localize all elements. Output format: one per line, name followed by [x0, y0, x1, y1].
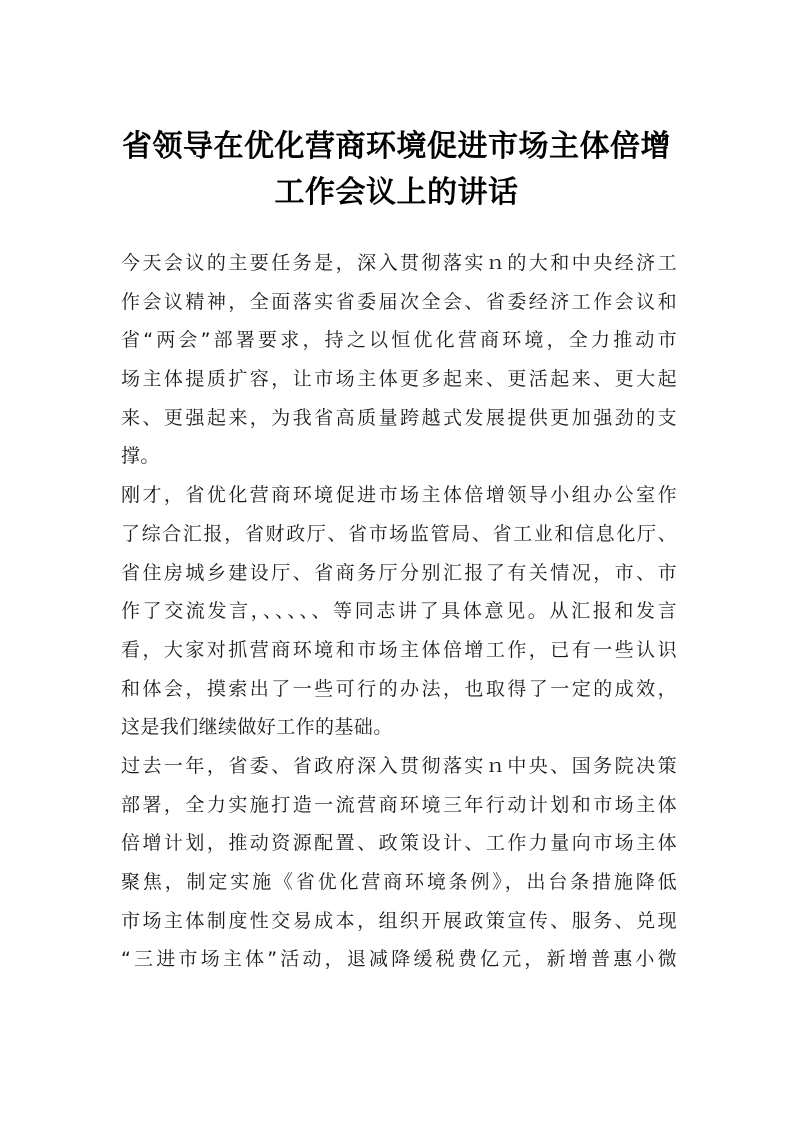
- body-line: “三进市场主体”活动，退减降缓税费亿元，新增普惠小微: [121, 948, 677, 971]
- body-line: 省“两会”部署要求，持之以恒优化营商环境，全力推动市: [121, 329, 677, 352]
- body-line: 场主体提质扩容，让市场主体更多起来、更活起来、更大起: [121, 368, 677, 391]
- body-line: 来、更强起来，为我省高质量跨越式发展提供更加强劲的支: [121, 406, 677, 429]
- body-line: 部署，全力实施打造一流营商环境三年行动计划和市场主体: [121, 793, 677, 816]
- body-line: 倍增计划，推动资源配置、政策设计、工作力量向市场主体: [121, 832, 677, 855]
- document-title-line-1: 省领导在优化营商环境促进市场主体倍增: [122, 129, 671, 164]
- body-line: 和体会，摸索出了一些可行的办法，也取得了一定的成效，: [121, 677, 677, 700]
- body-line: 聚焦，制定实施《省优化营商环境条例》，出台条措施降低: [121, 871, 677, 893]
- body-line: 撑。: [121, 445, 160, 468]
- document-title-line-2: 工作会议上的讲话: [274, 175, 519, 210]
- body-line: 这是我们继续做好工作的基础。: [121, 716, 393, 739]
- body-line: 市场主体制度性交易成本，组织开展政策宣传、服务、兑现: [121, 909, 677, 932]
- body-line: 作了交流发言，、、、、、等同志讲了具体意见。从汇报和发言: [121, 600, 677, 623]
- body-line: 省住房城乡建设厅、省商务厅分别汇报了有关情况，市、市: [121, 561, 677, 584]
- body-line: 刚才，省优化营商环境促进市场主体倍增领导小组办公室作: [121, 484, 677, 507]
- body-line: 作会议精神，全面落实省委届次全会、省委经济工作会议和: [121, 290, 677, 313]
- body-line: 过去一年，省委、省政府深入贯彻落实ｎ中央、国务院决策: [121, 754, 677, 777]
- document-body: [121, 244, 677, 979]
- body-line: 今天会议的主要任务是，深入贯彻落实ｎ的大和中央经济工: [121, 252, 677, 274]
- body-line: 了综合汇报，省财政厅、省市场监管局、省工业和信息化厅、: [121, 522, 677, 545]
- body-line: 看，大家对抓营商环境和市场主体倍增工作，已有一些认识: [121, 638, 677, 661]
